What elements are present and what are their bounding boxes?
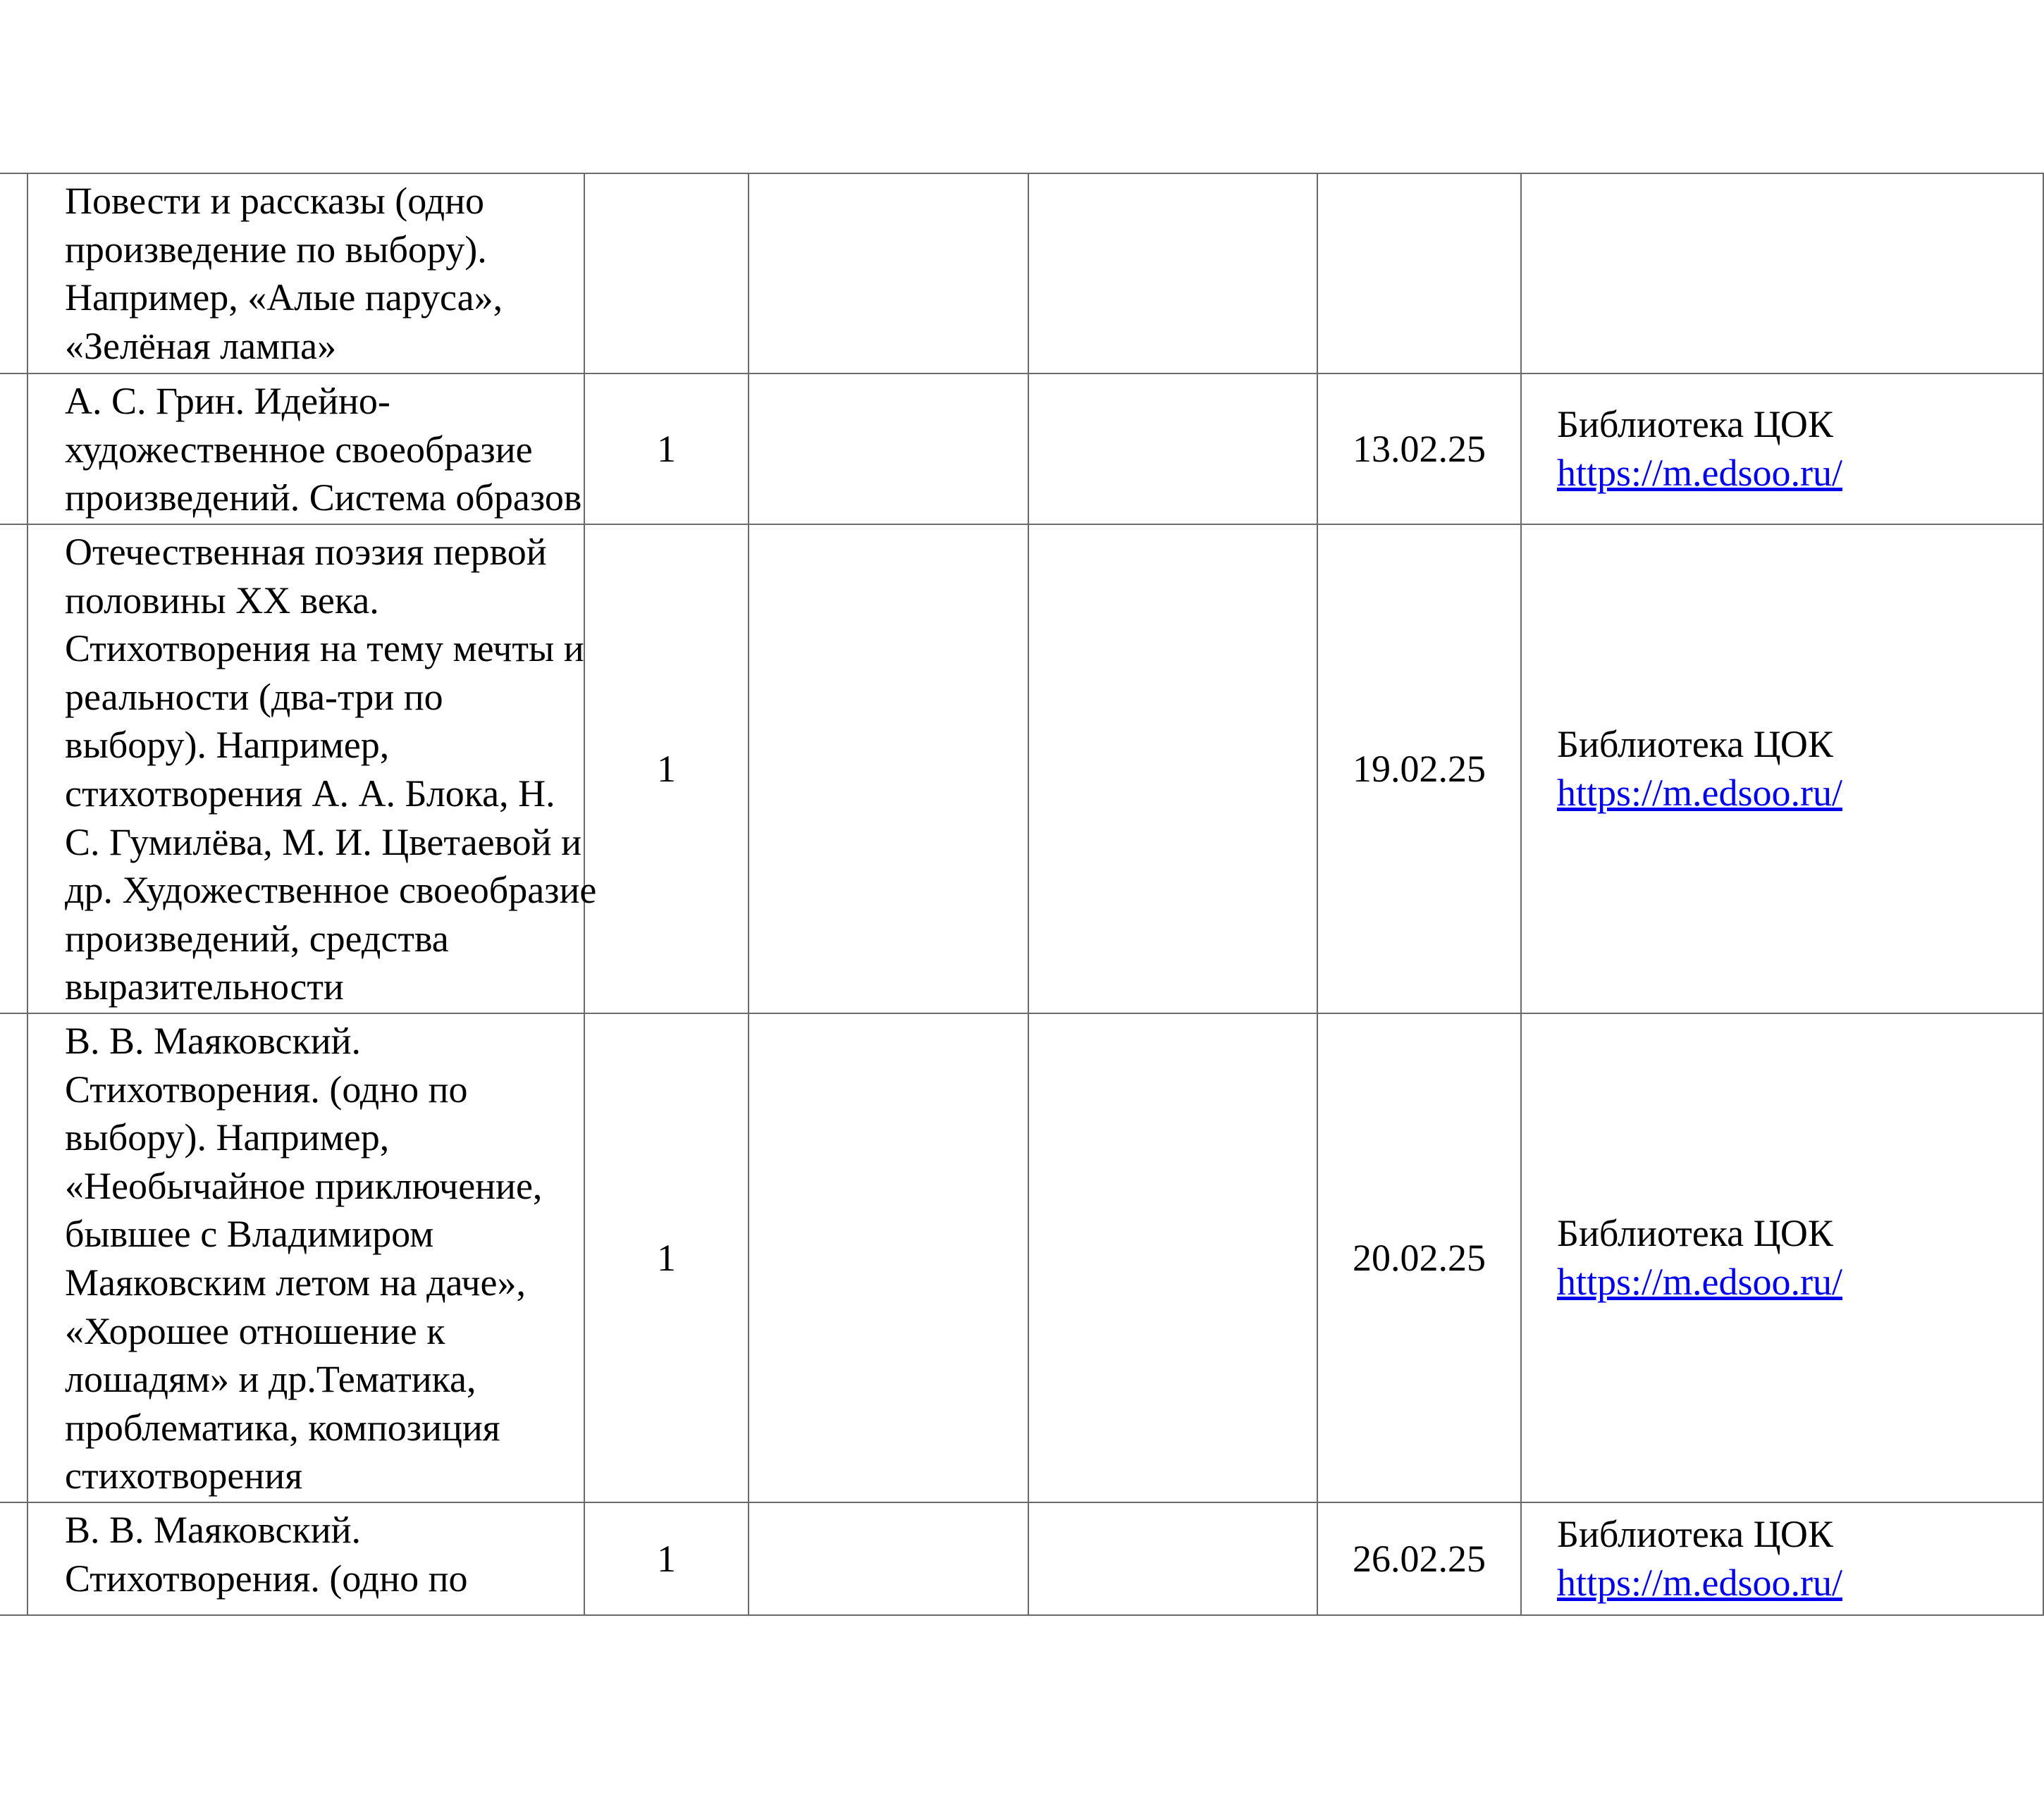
- topic-cell: А. С. Грин. Идейно- художественное своеобразие произведений. Система образов: [27, 373, 584, 524]
- resource-link[interactable]: https://m.edsoo.ru/: [1557, 452, 1842, 494]
- practice-work-cell: [1028, 524, 1317, 1013]
- control-work-cell: [749, 173, 1028, 373]
- library-label: Библиотека ЦОК: [1557, 723, 1833, 766]
- control-work-cell: [749, 1502, 1028, 1615]
- date-cell: [1317, 173, 1521, 373]
- table-row: [0, 173, 2043, 373]
- date-cell: 19.02.25: [1317, 524, 1521, 1013]
- topic-cell: В. В. Маяковский. Стихотворения. (одно по: [27, 1502, 584, 1615]
- library-label: Библиотека ЦОК: [1557, 1513, 1833, 1556]
- resource-link[interactable]: https://m.edsoo.ru/: [1557, 772, 1842, 814]
- row-number-cell: [0, 1502, 27, 1615]
- control-work-cell: [749, 373, 1028, 524]
- resources-cell: [1521, 1502, 2043, 1615]
- lesson-plan-table-container: [0, 173, 1842, 1616]
- hours-cell: 1: [584, 373, 749, 524]
- hours-cell: 1: [584, 524, 749, 1013]
- resource-link[interactable]: https://m.edsoo.ru/: [1557, 1261, 1842, 1303]
- table-row: [0, 1502, 2043, 1615]
- table-row: [0, 373, 2043, 524]
- practice-work-cell: [1028, 1502, 1317, 1615]
- practice-work-cell: [1028, 173, 1317, 373]
- practice-work-cell: [1028, 1013, 1317, 1502]
- library-label: Библиотека ЦОК: [1557, 403, 1833, 446]
- date-cell: 13.02.25: [1317, 373, 1521, 524]
- library-label: Библиотека ЦОК: [1557, 1212, 1833, 1255]
- practice-work-cell: [1028, 373, 1317, 524]
- resources-cell: [1521, 1013, 2043, 1502]
- topic-cell: Повести и рассказы (одно произведение по выбору). Например, «Алые паруса», «Зелёная лампа»: [27, 173, 584, 373]
- row-number-cell: [0, 373, 27, 524]
- topic-cell: В. В. Маяковский. Стихотворения. (одно по выбору). Например, «Необычайное приключение, бывшее с Владимиром Маяковским летом на даче», «Хорошее отношение к лошадям» и др.Тематика, проблематика, композиция стихотворения: [27, 1013, 584, 1502]
- topic-cell: Отечественная поэзия первой половины XX века. Стихотворения на тему мечты и реальности (два-три по выбору). Например, стихотворения А. А. Блока, Н. С. Гумилёва, М. И. Цветаевой и др. Художественное своеобразие произведений, средства выразительности: [27, 524, 584, 1013]
- lesson-plan-table: [0, 173, 2044, 1616]
- resource-link[interactable]: https://m.edsoo.ru/: [1557, 1562, 1842, 1604]
- hours-cell: 1: [584, 1013, 749, 1502]
- control-work-cell: [749, 524, 1028, 1013]
- hours-cell: [584, 173, 749, 373]
- row-number-cell: [0, 1013, 27, 1502]
- resources-cell: [1521, 173, 2043, 373]
- table-row: [0, 1013, 2043, 1502]
- resources-cell: [1521, 524, 2043, 1013]
- row-number-cell: [0, 524, 27, 1013]
- table-row: [0, 524, 2043, 1013]
- resources-cell: [1521, 373, 2043, 524]
- row-number-cell: [0, 173, 27, 373]
- hours-cell: 1: [584, 1502, 749, 1615]
- date-cell: 26.02.25: [1317, 1502, 1521, 1615]
- control-work-cell: [749, 1013, 1028, 1502]
- date-cell: 20.02.25: [1317, 1013, 1521, 1502]
